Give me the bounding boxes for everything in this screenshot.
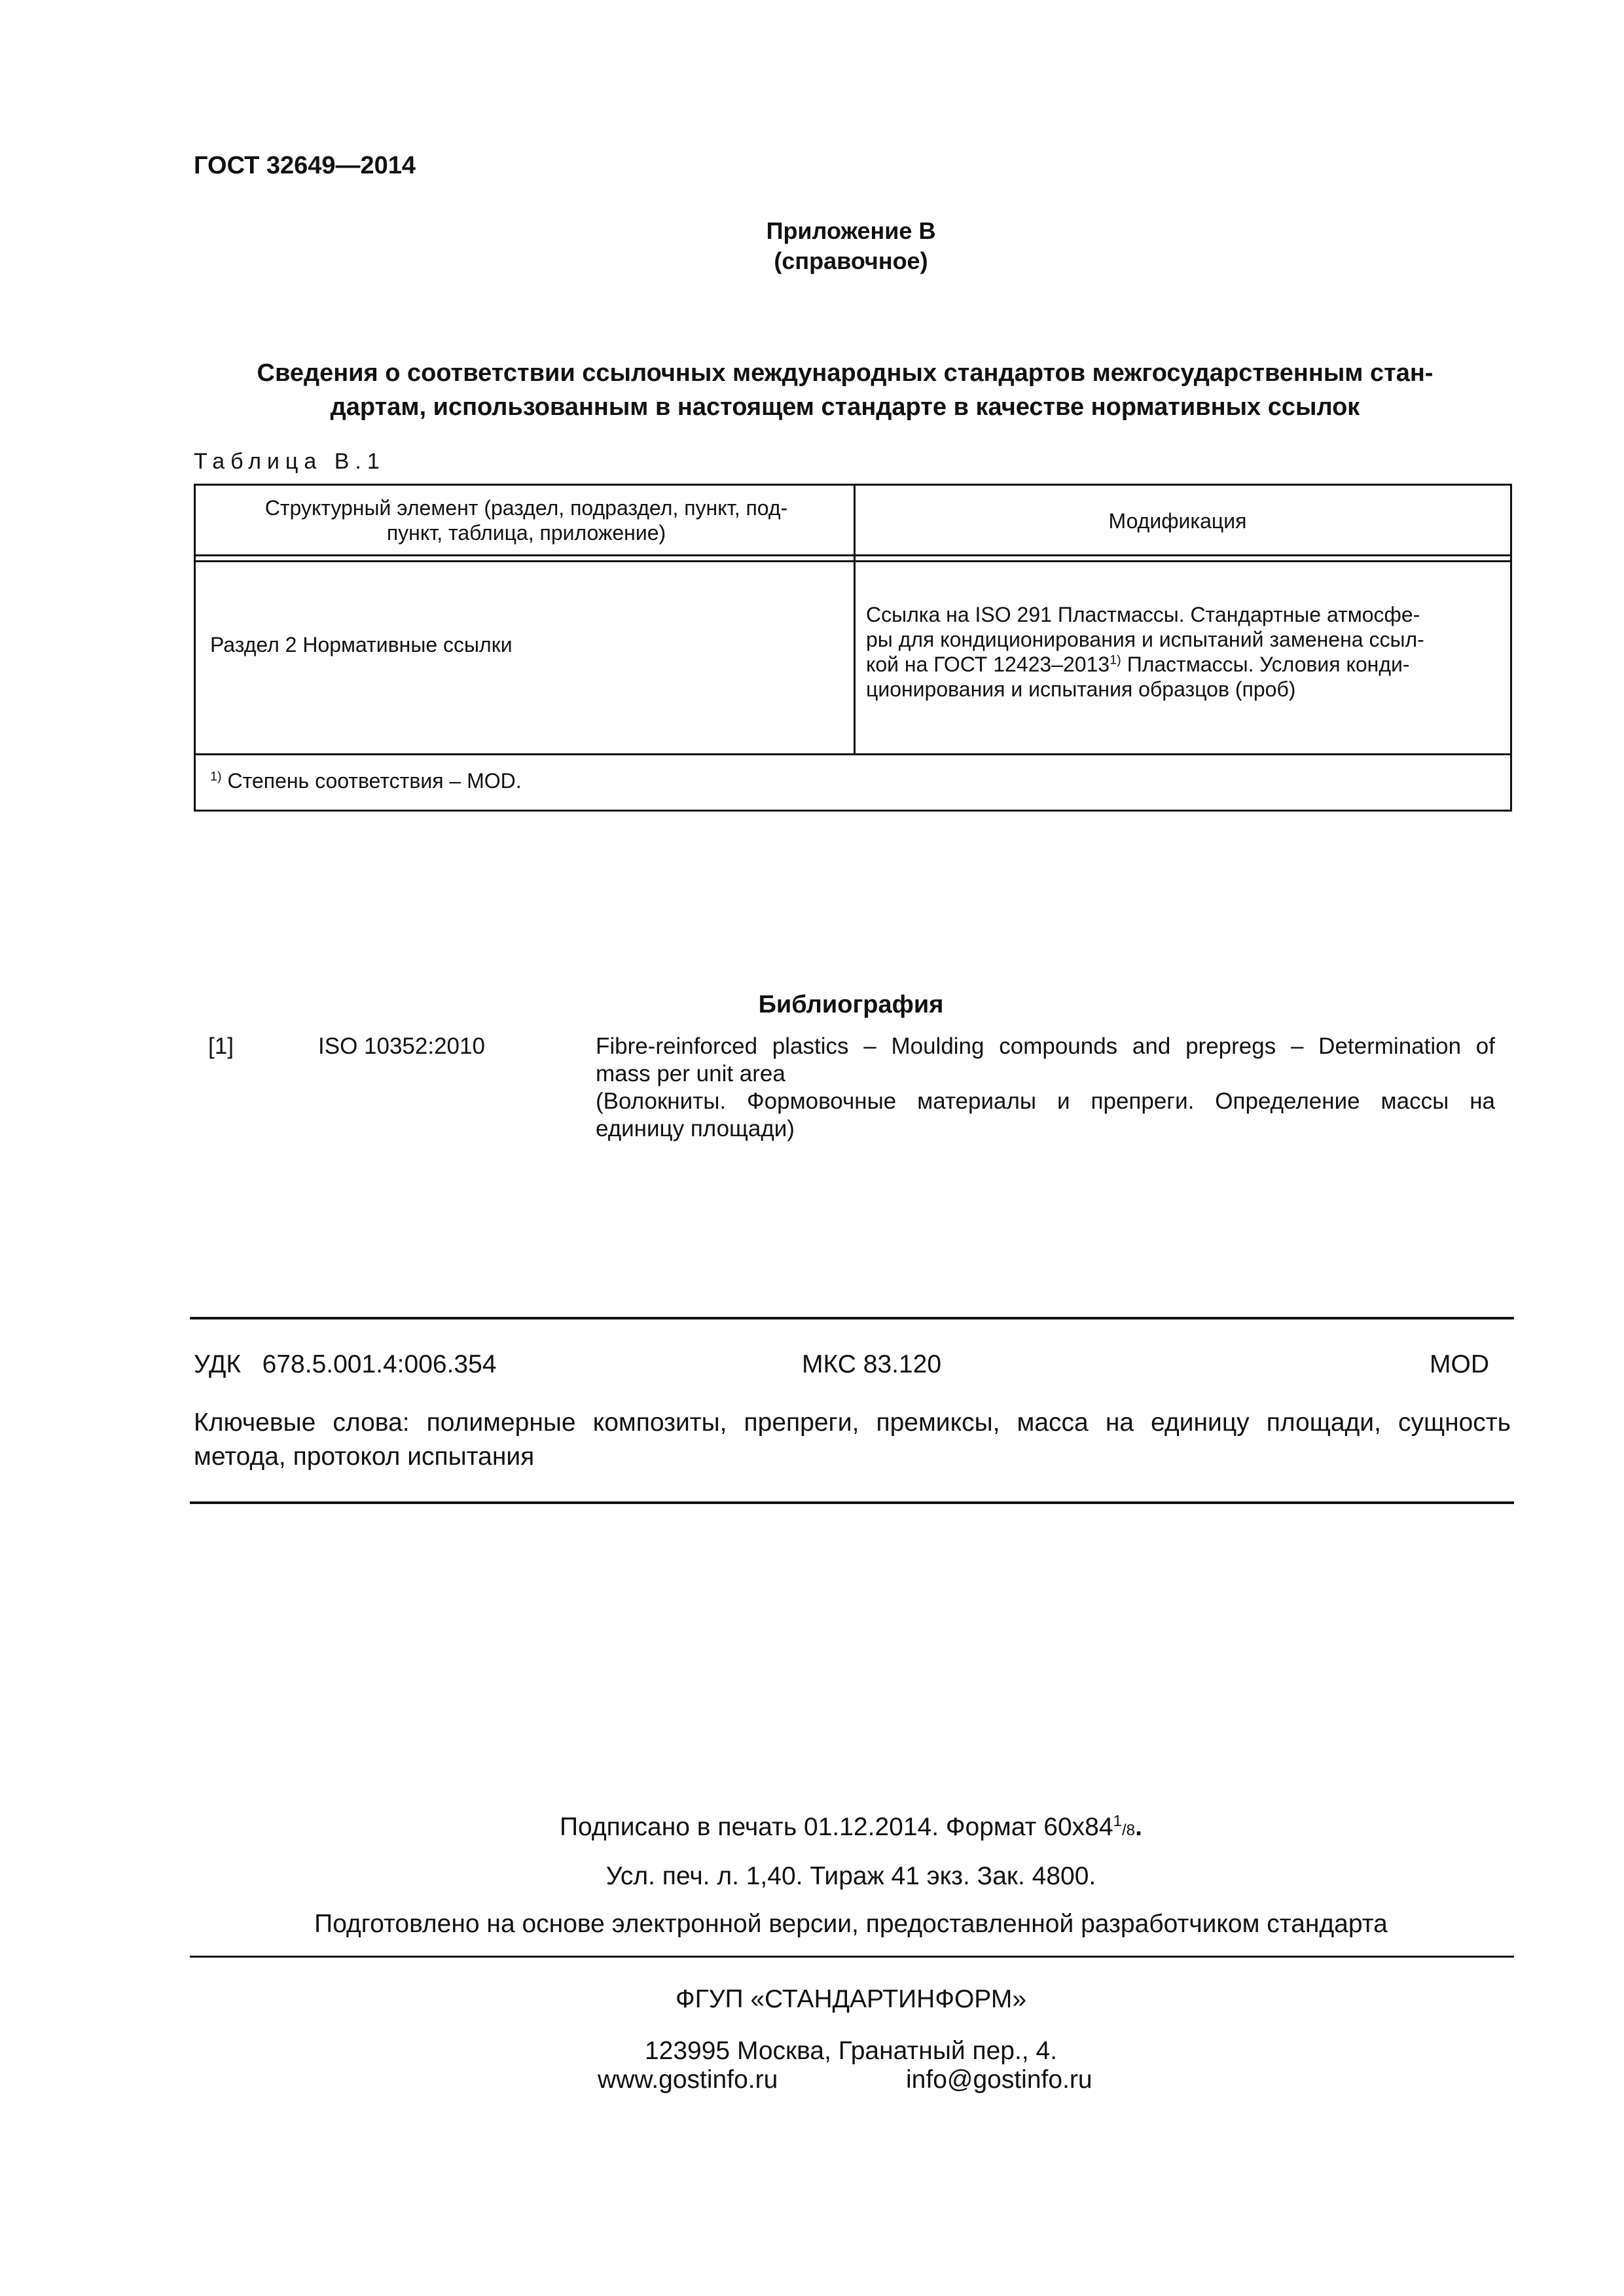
bibliography-line-1: Fibre-reinforced plastics – Moulding compounds and prepregs – Determination of	[596, 1033, 1495, 1059]
format-numerator: 1	[1113, 1812, 1122, 1830]
table-header-rule-1	[196, 554, 1510, 556]
keywords-line-2: метода, протокол испытания	[194, 1443, 535, 1471]
annex-heading	[0, 216, 1624, 276]
column-header-modification: Модификация	[1108, 509, 1247, 533]
modification-line-3-end: Пластмассы. Условия конди-	[1121, 653, 1410, 676]
table-column-divider	[854, 486, 856, 755]
table-label: Таблица В.1	[194, 449, 386, 474]
bibliography-entry-number: [1]	[208, 1033, 234, 1059]
modification-line-4: ционирования и испытания образцов (проб)	[866, 677, 1296, 701]
table-header-rule-2	[196, 560, 1510, 562]
prepared-note: Подготовлено на основе электронной версии, предоставленной разработчиком стандарта	[314, 1910, 1388, 1938]
document-code: ГОСТ 32649—2014	[194, 152, 416, 179]
footnote-text: Степень соответствия – MOD.	[221, 769, 522, 793]
bibliography-line-3: (Волокниты. Формовочные материалы и препреги. Определение массы на	[596, 1088, 1495, 1114]
table-cell-modification	[866, 602, 1494, 702]
footnote-number: 1)	[210, 769, 222, 784]
email-link[interactable]: info@gostinfo.ru	[906, 2066, 1092, 2094]
column-header-line-2: пункт, таблица, приложение)	[386, 521, 666, 545]
annex-title-line-2: дартам, использованным в настоящем стандарте в качестве нормативных ссылок	[330, 393, 1360, 421]
website-link[interactable]: www.gostinfo.ru	[598, 2066, 778, 2094]
table-cell-structural-element: Раздел 2 Нормативные ссылки	[210, 633, 513, 656]
bibliography-entry-title	[596, 1033, 1495, 1143]
publisher-address: 123995 Москва, Гранатный пер., 4.	[644, 2037, 1058, 2065]
keywords	[194, 1406, 1511, 1474]
annex-name: Приложение В	[766, 217, 936, 244]
conformity-degree: MOD	[1430, 1350, 1489, 1378]
annex-title-line-1: Сведения о соответствии ссылочных международных стандартов межгосударственным стан-	[257, 359, 1434, 387]
publisher-name: ФГУП «СТАНДАРТИНФОРМ»	[675, 1985, 1027, 2013]
signed-period: .	[1135, 1813, 1142, 1841]
bibliography-line-2: mass per unit area	[596, 1061, 785, 1086]
bibliography-line-4: единицу площади)	[596, 1116, 795, 1141]
table-footnote	[210, 768, 522, 793]
footnote-marker: 1)	[1110, 653, 1121, 668]
print-info: Усл. печ. л. 1,40. Тираж 41 экз. Зак. 4800.	[605, 1862, 1096, 1890]
classification-top-rule	[190, 1317, 1514, 1319]
column-header-structural-element	[222, 495, 831, 545]
bibliography-entry-code: ISO 10352:2010	[318, 1033, 485, 1059]
correspondence-table	[194, 484, 1512, 812]
table-footnote-rule	[196, 753, 1510, 755]
column-header-line-1: Структурный элемент (раздел, подраздел, пункт, под-	[264, 496, 788, 520]
modification-line-1: Ссылка на ISO 291 Пластмассы. Стандартные атмосфе-	[866, 603, 1420, 626]
signed-text: Подписано в печать 01.12.2014. Формат 60x84	[560, 1813, 1113, 1841]
annex-title	[194, 356, 1496, 424]
modification-line-2: ры для кондиционирования и испытаний заменена ссыл-	[866, 628, 1424, 651]
annex-type: (справочное)	[774, 247, 928, 274]
keywords-line-1: Ключевые слова: полимерные композиты, препреги, премиксы, масса на единицу площади, сущность	[194, 1408, 1511, 1437]
udk-code: УДК 678.5.001.4:006.354	[194, 1350, 497, 1378]
signed-for-print	[0, 1813, 1624, 1842]
modification-line-3-start: кой на ГОСТ 12423–2013	[866, 653, 1110, 676]
format-denominator: /8	[1121, 1821, 1136, 1839]
classification-bottom-rule	[190, 1501, 1514, 1504]
mks-code: МКС 83.120	[802, 1350, 942, 1378]
imprint-rule	[190, 1956, 1514, 1958]
bibliography-title: Библиография	[758, 991, 944, 1018]
modification-line-3	[866, 652, 1494, 677]
